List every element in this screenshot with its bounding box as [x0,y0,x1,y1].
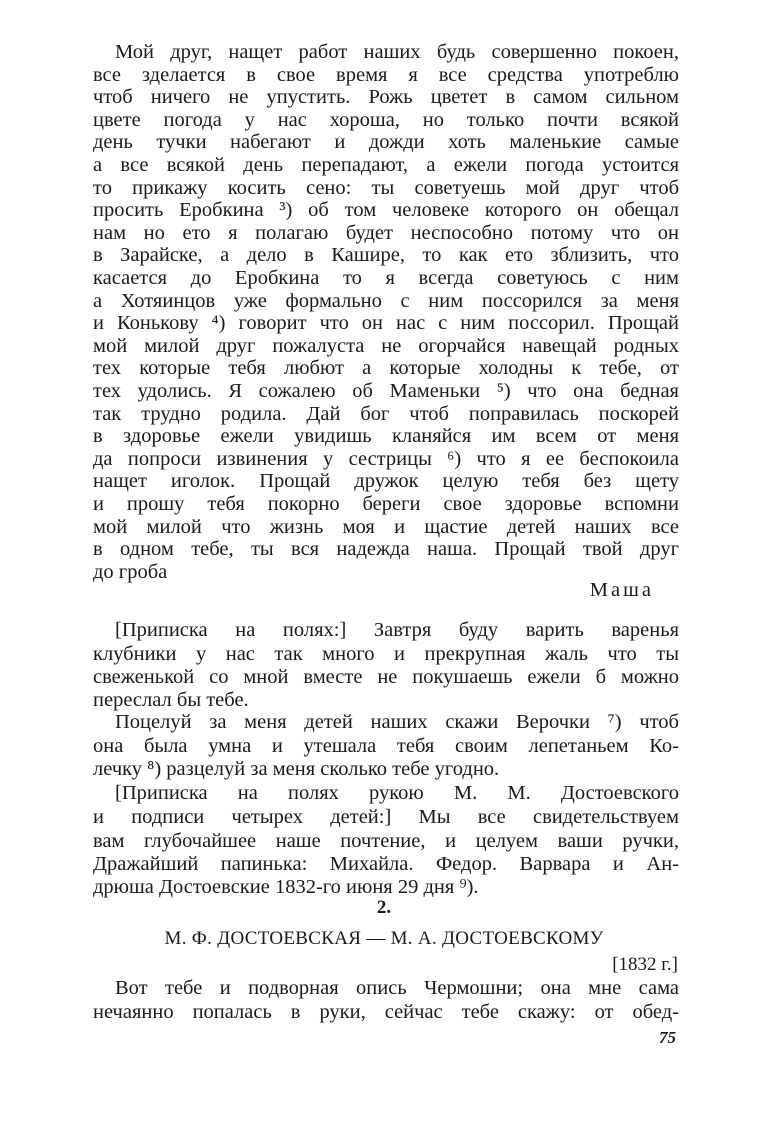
text-line: нащет иголок. Прощай дружок целую тебя без щету [93,470,679,493]
text-line: и Конькову ⁴) говорит что он нас с ним поссорил. Прощай [93,312,679,335]
text-line: мой милой друг пожалуста не огорчайся навещай родных [93,334,679,357]
text-line: Мой друг, нащет работ наших будь совершенно покоен, [115,41,679,63]
text-line: а все всякой день перепадают, а ежели погода устоится [93,154,679,176]
text-line: цвете погода у нас хороша, но только почти всякой [93,108,679,131]
text-line: в Зарайске, а дело в Кашире, то как ето зблизить, что [93,244,679,267]
text-line: клубники у нас так много и прекрупная жаль что ты [93,643,679,665]
text-line: свеженькой со мной вместе не покушаешь ежели б можно [93,666,679,688]
text-line: да попроси извинения у сестрицы ⁶) что я ее беспокоила [93,447,679,470]
text-line: в здоровье ежели увидишь кланяйся им всем от меня [93,425,679,448]
text-line: переслал бы тебе. [93,689,249,711]
text-line: она была умна и утешала тебя своим лепетаньем Ко- [93,735,679,757]
page-number: 75 [659,1028,676,1047]
text-line: нам но ето я полагаю будет неспособно потому что он [93,221,679,244]
text-line: так трудно родила. Дай бог чтоб поправилась поскорей [93,402,679,425]
text-line: чтоб ничего не упустить. Рожь цветет в самом сильном [93,86,679,109]
text-line: Вот тебе и подворная опись Чермошни; она мне сама [115,977,679,999]
text-line: Дражайший папинька: Михайла. Федор. Варвара и Ан- [93,853,679,875]
text-line: тех которые тебя любют а которые холодны к тебе, от [93,357,679,380]
text-line: вам глубочайшее наше почтение, и целуем ваши ручки, [93,830,679,852]
text-line: и подписи четырех детей:] Мы все свидетельствуем [93,806,679,828]
text-line: то прикажу косить сено: ты советуешь мой друг чтоб [93,176,679,199]
text-line: до гроба [93,560,168,583]
text-line: просить Еробкина ³) об том человеке которого он обещал [93,199,679,222]
text-line: тех удолись. Я сожалею об Маменьки ⁵) что она бедная [93,380,679,402]
text-line: и прошу тебя покорно береги свое здоровье вспомни [93,493,679,515]
text-line: в одном тебе, ты вся надежда наша. Прощай твой друг [93,538,679,561]
text-line: все зделается в свое время я все средства употреблю [93,63,679,86]
section-number: 2. [376,897,392,918]
text-line: мой милой что жизнь моя и щастие детей наших все [93,515,679,538]
text-line: нечаянно попалась в руки, сейчас тебе скажу: от обед- [93,1001,679,1023]
text-line: касается до Еробкина то я всегда советуюсь с ним [93,267,679,289]
section-heading: М. Ф. ДОСТОЕВСКАЯ — М. А. ДОСТОЕВСКОМУ [164,928,604,949]
text-line: [Приписка на полях рукою М. М. Достоевского [115,782,679,804]
text-line: лечку ⁸) разцелуй за меня сколько тебе угодно. [93,758,500,780]
text-line: день тучки набегают и дожди хоть маленькие самые [93,131,679,154]
text-line: [Приписка на полях:] Завтря буду варить варенья [115,619,679,641]
signature: Маша [589,579,654,601]
text-line: Поцелуй за меня детей наших скажи Верочки ⁷) чтоб [115,711,679,733]
text-line: дрюша Достоевские 1832-го июня 29 дня ⁹). [93,876,479,898]
section-date: [1832 г.] [612,954,678,975]
text-line: а Хотяинцов уже формально с ним поссорился за меня [93,289,679,312]
